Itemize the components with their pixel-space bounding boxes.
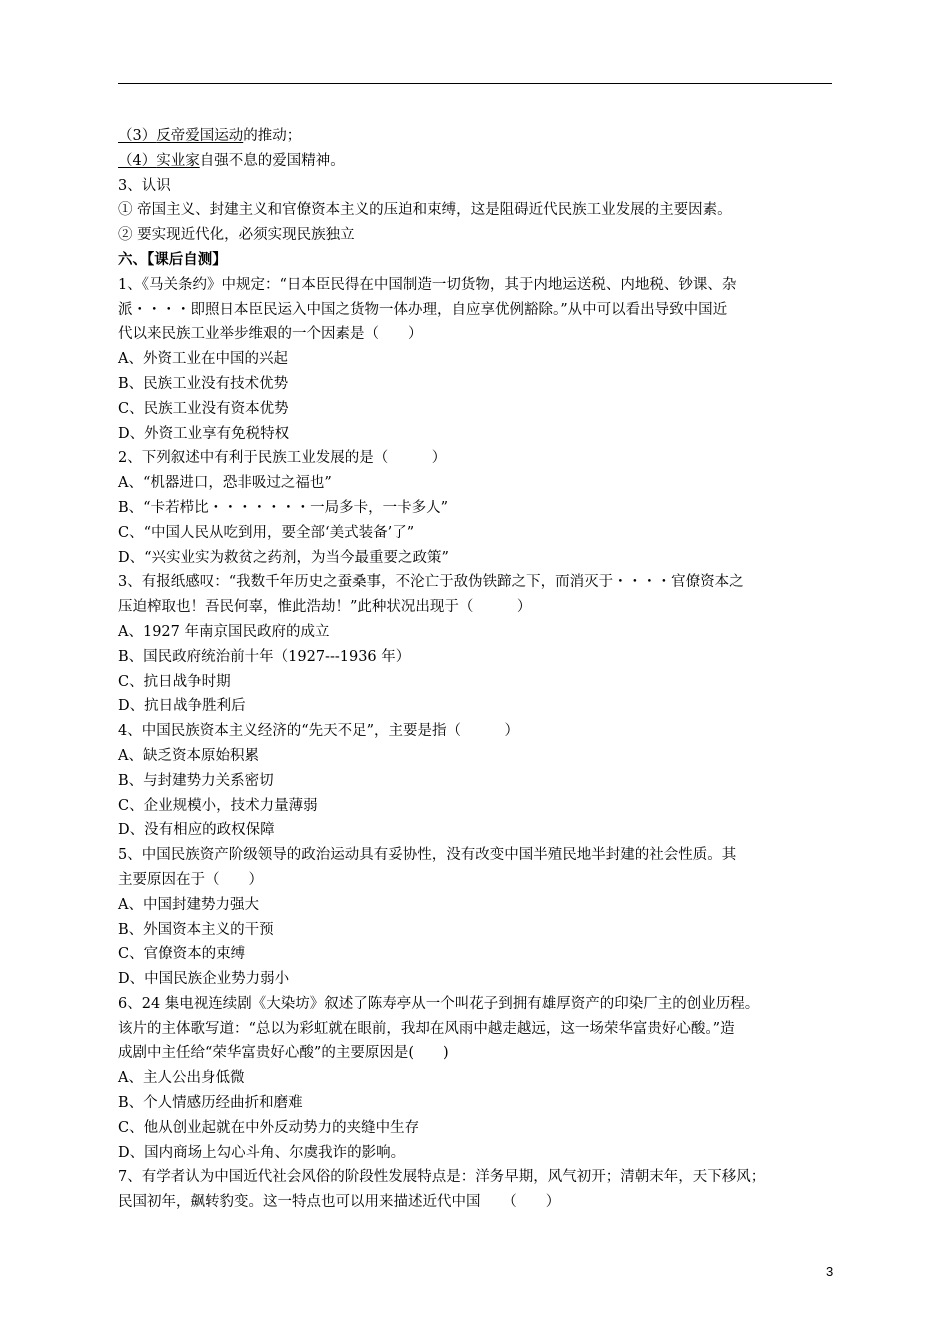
recognition-point-2: ② 要实现近代化，必须实现民族独立 (118, 227, 355, 244)
question-7 (118, 1165, 834, 1215)
question-stem-line: 压迫榨取也！吾民何辜，惟此浩劫！”此种状况出现于（ ） (118, 599, 532, 616)
summary-item-4 (118, 149, 834, 174)
recognition-heading: 3、认识 (118, 177, 171, 194)
question-option: B、国民政府统治前十年（1927---1936 年） (118, 648, 411, 665)
question-option: D、没有相应的政权保障 (118, 822, 275, 839)
question-option: B、民族工业没有技术优势 (118, 375, 289, 392)
question-stem-line: 2、下列叙述中有利于民族工业发展的是（ ） (118, 450, 447, 467)
question-5 (118, 843, 834, 992)
page-content (118, 124, 834, 1215)
question-stem-line: 3、有报纸感叹：“我数千年历史之蚕桑事，不沦亡于敌伪铁蹄之下，而消灭于・・・・官僚资本之 (118, 574, 744, 591)
question-option: C、他从创业起就在中外反动势力的夹缝中生存 (118, 1119, 420, 1136)
question-3 (118, 570, 834, 719)
question-option: A、主人公出身低微 (118, 1070, 245, 1087)
question-stem-line: 1、《马关条约》中规定：“日本臣民得在中国制造一切货物，其于内地运送税、内地税、钞课、杂 (118, 276, 737, 293)
question-option: A、外资工业在中国的兴起 (118, 351, 288, 368)
item3-prefix: （3） (118, 128, 157, 144)
question-option: A、1927 年南京国民政府的成立 (118, 623, 330, 640)
question-6 (118, 992, 834, 1166)
summary-item-3 (118, 124, 834, 149)
item4-prefix: （4） (118, 152, 157, 169)
item3-underlined: 反帝爱国运动 (156, 128, 244, 144)
section-heading: 六、【课后自测】 (118, 250, 227, 268)
question-option: C、官僚资本的束缚 (118, 946, 246, 963)
question-option: C、企业规模小，技术力量薄弱 (118, 797, 318, 814)
item4-underlined: 实业家 (156, 152, 200, 169)
question-2 (118, 446, 834, 570)
question-option: A、中国封建势力强大 (118, 896, 259, 913)
question-stem-line: 代以来民族工业举步维艰的一个因素是（ ） (118, 326, 423, 343)
header-rule (118, 83, 832, 84)
question-option: A、缺乏资本原始积累 (118, 747, 259, 764)
question-option: A、“机器进口，恐非吸过之福也” (118, 475, 332, 492)
question-stem-line: 主要原因在于（ ） (118, 871, 263, 888)
page-number: 3 (826, 1264, 834, 1279)
question-option: D、国内商场上勾心斗角、尔虞我诈的影响。 (118, 1144, 406, 1161)
item3-suffix: 的推动； (243, 128, 302, 144)
question-option: D、抗日战争胜利后 (118, 698, 246, 715)
question-option: B、与封建势力关系密切 (118, 772, 274, 789)
question-stem-line: 该片的主体歌写道：“总以为彩虹就在眼前，我却在风雨中越走越远，这一场荣华富贵好心酸。”造 (118, 1020, 735, 1037)
question-option: B、个人情感历经曲折和磨难 (118, 1095, 303, 1112)
question-stem-line: 5、中国民族资产阶级领导的政治运动具有妥协性，没有改变中国半殖民地半封建的社会性质。其 (118, 847, 737, 864)
question-stem-line: 成剧中主任给“荣华富贵好心酸”的主要原因是( ) (118, 1045, 449, 1062)
question-list (118, 273, 834, 1215)
question-option: C、“中国人民从吃到用，要全部‘美式装备’了” (118, 524, 415, 541)
question-4 (118, 719, 834, 843)
question-stem-line: 4、中国民族资本主义经济的“先天不足”，主要是指（ ） (118, 723, 520, 740)
question-1 (118, 273, 834, 447)
question-option: D、中国民族企业势力弱小 (118, 971, 290, 988)
question-option: C、抗日战争时期 (118, 673, 231, 690)
question-option: B、“卡若栉比・・・・・・・一局多卡，一卡多人” (118, 499, 448, 516)
question-stem-line: 民国初年，飙转豹变。这一特点也可以用来描述近代中国 （ ） (118, 1194, 561, 1211)
item4-suffix: 自强不息的爱国精神。 (199, 152, 345, 169)
question-stem-line: 6、24 集电视连续剧《大染坊》叙述了陈寿亭从一个叫花子到拥有雄厚资产的印染厂主的创业历程。 (118, 995, 760, 1012)
question-option: B、外国资本主义的干预 (118, 921, 274, 938)
question-stem-line: 7、有学者认为中国近代社会风俗的阶段性发展特点是：洋务早期，风气初开；清朝末年，天下移风； (118, 1169, 766, 1186)
recognition-point-1: ① 帝国主义、封建主义和官僚资本主义的压迫和束缚，这是阻碍近代民族工业发展的主要因素。 (118, 202, 732, 219)
question-option: C、民族工业没有资本优势 (118, 400, 289, 417)
question-stem-line: 派・・・・即照日本臣民运入中国之货物一体办理，自应享优例豁除。”从中可以看出导致中国近 (118, 301, 728, 318)
question-option: D、“兴实业实为救贫之药剂，为当今最重要之政策” (118, 549, 449, 566)
question-option: D、外资工业享有免税特权 (118, 425, 290, 442)
